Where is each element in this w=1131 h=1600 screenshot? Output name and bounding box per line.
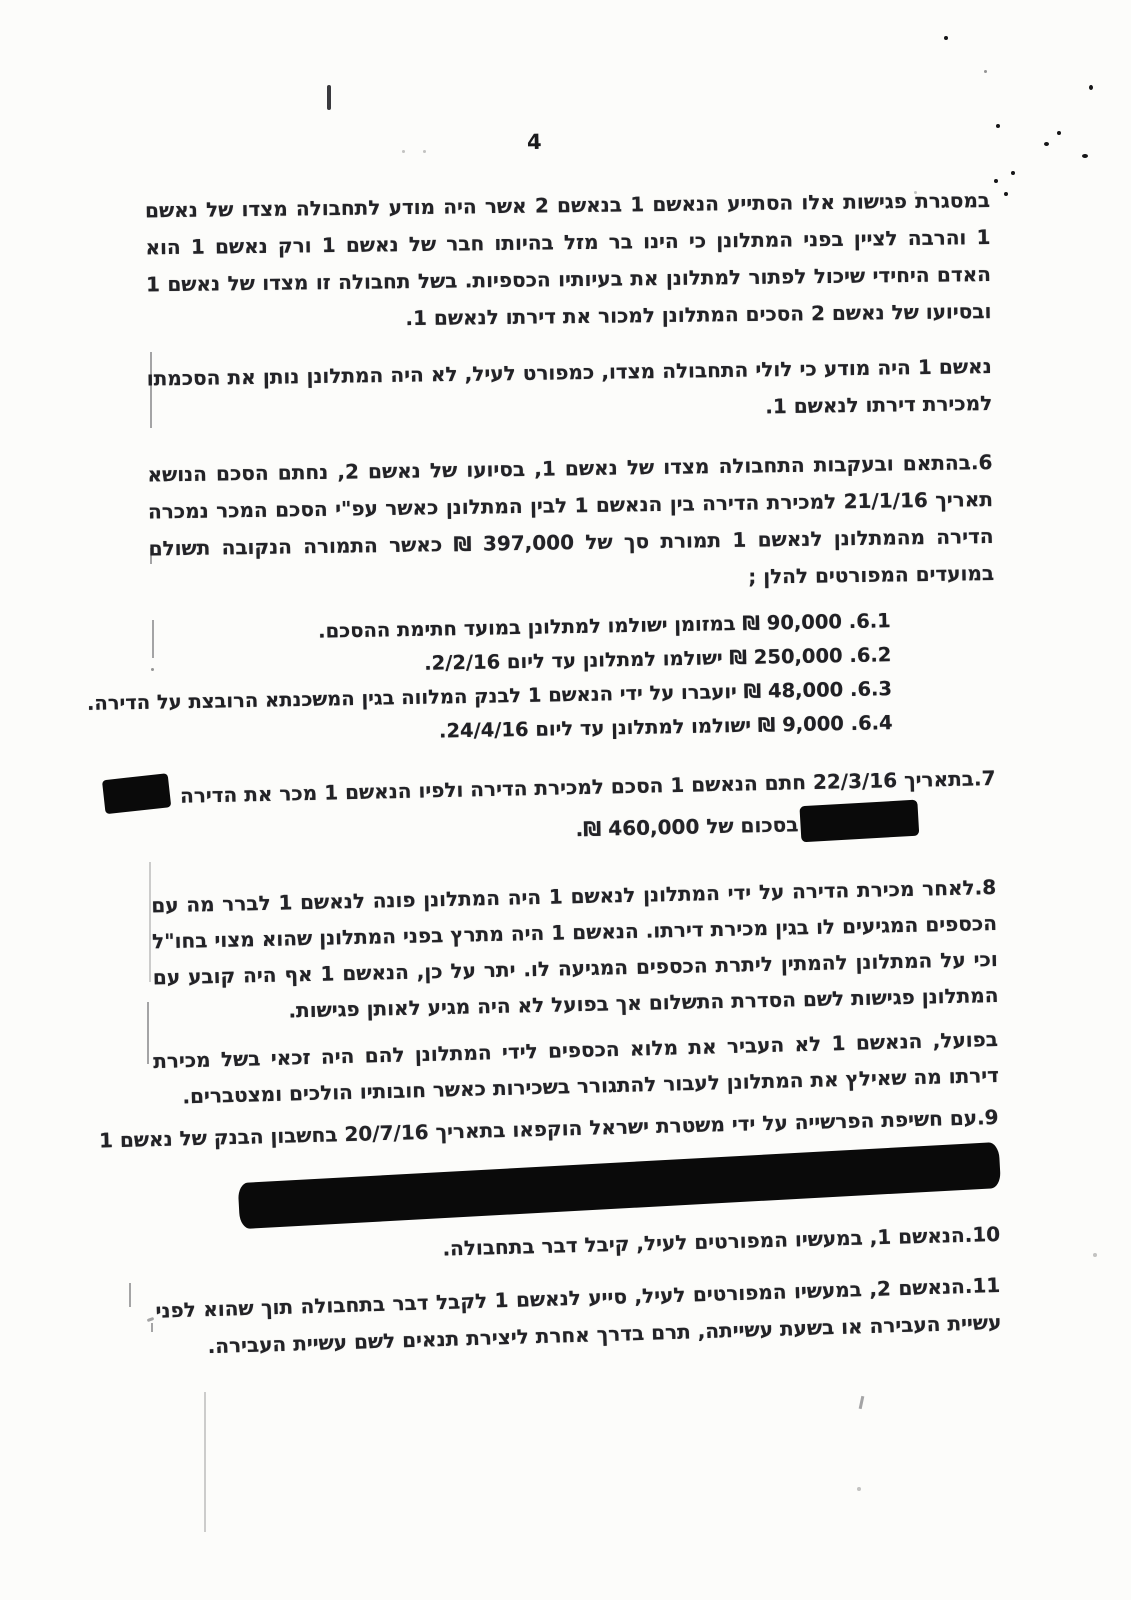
scan-dot [857,1487,861,1491]
scan-artifact [327,85,331,110]
section-6: 6.בהתאם ובעקבות התחבולה מצדו של נאשם 1, בסיועו של נאשם 2, נחתם הסכם הנושא תאריך 21/1/16 למכירת הדירה בין הנאשם 1 לבין המתלונן כאשר עפ"י הסכם המכר נמכרה הדירה מהמתלונן לנאשם 1 תמורת סך של 397,000 ₪ כאשר התמורה הנקובה תשולם במועדים המפורטים להלן ; [147,449,995,589]
section-11: 11.הנאשם 2, במעשיו המפורטים לעיל, סייע לנאשם 1 לקבל דבר בתחבולה תוך שהוא לפני עשיית העבירה או בשעת עשייתה, תרם בדרך אחרת ליצירת תנאים לשם עשיית העבירה. [155,1272,1002,1359]
redaction-bar [238,1142,1001,1229]
scan-dot [1082,154,1088,158]
scan-dot [1004,192,1008,196]
subsection-6-3: 6.3. 48,000 ₪ יועברו על ידי הנאשם 1 לבנק המלווה בגין המשכנתא הרובצת על הדירה. [86,677,893,715]
scan-dot [1011,171,1015,175]
document-body [86,182,1002,1359]
redaction-bar [102,773,171,814]
scan-artifact [129,1283,131,1307]
scan-dot [1089,85,1093,90]
section-7-line-2: בסכום של 460,000 ₪. [151,800,997,857]
section-10: 10.הנאשם 1, במעשיו המפורטים לעיל, קיבל דבר בתחבולה. [442,1221,1001,1261]
scan-dot [984,70,987,73]
scan-artifact [859,1396,865,1409]
scan-dot [996,124,1000,128]
section-8: 8.לאחר מכירת הדירה על ידי המתלונן לנאשם 1 היה המתלונן פונה לנאשם 1 לברר מה עם הכספים המגיעים לו בגין מכירת דירתו. הנאשם 1 היה מתרץ בפני המתלונן שהוא מצוי בחו"ל וכי על המתלונן להמתין ליתרת הכספים המגיעה לו. יתר על כן, הנאשם 1 אף היה קובע עם המתלונן פגישות לשם הסדרת התשלום אך בפועל לא היה מגיע לאותן פגישות. [151,874,999,1023]
section-9-line: 9.עם חשיפת הפרשייה על ידי משטרת ישראל הוקפאו בתאריך 20/7/16 בחשבון הבנק של נאשם 1 [98,1104,999,1153]
subsection-6-2: 6.2. 250,000 ₪ ישולמו למתלונן עד ליום 2/2/16. [424,643,892,675]
paragraph-awareness: נאשם 1 היה מודע כי לולי התחבולה מצדו, כמפורט לעיל, לא היה המתלונן נותן את הסכמתו למכירת דירתו לנאשם 1. [146,353,993,419]
scan-artifact [151,1323,153,1332]
scan-dot [1057,131,1061,135]
section-9 [98,1099,1000,1210]
scan-artifact [147,1317,155,1322]
section-7 [150,758,997,857]
scan-dot [994,179,998,183]
subsection-6-4: 6.4. 9,000 ₪ ישולמו למתלונן עד ליום 24/4/16. [438,711,893,743]
scan-dot [1044,142,1049,146]
scan-dot [402,150,405,153]
redaction-bar [799,800,919,843]
scan-dot [423,150,426,153]
subsection-6-1: 6.1. 90,000 ₪ במזומן ישולמו למתלונן במועד חתימת ההסכם. [317,609,891,643]
scan-artifact [204,1392,206,1532]
scan-artifact [147,1002,149,1064]
section-6-subsections [86,602,996,753]
scan-dot [1093,1253,1097,1257]
paragraph-meetings-scheme: במסגרת פגישות אלו הסתייע הנאשם 1 בנאשם 2 אשר היה מודע לתחבולה מצדו של נאשם 1 והרבה לציין בפני המתלונן כי הינו בר מזל בהיותו חבר של נאשם 1 ורק נאשם 1 הוא האדם היחידי שיכול לפתור למתלונן את בעיותיו הכספיות. בשל תחבולה זו מצדו של נאשם 1 ובסיועו של נאשם 2 הסכים המתלונן למכור את דירתו לנאשם 1. [144,188,992,331]
paragraph-actual-outcome: בפועל, הנאשם 1 לא העביר את מלוא הכספים לידי המתלונן להם היה זכאי בשל מכירת דירתו מה שאילץ את המתלונן לעבור להתגורר בשכירות כאשר חובותיו הולכים ומצטברים. [152,1026,1000,1109]
section-7-line-1: 7.בתאריך 22/3/16 חתם הנאשם 1 הסכם למכירת הדירה ולפיו הנאשם 1 מכר את הדירה [150,758,996,815]
scan-dot [944,36,948,40]
page-number: 4 [526,129,542,155]
